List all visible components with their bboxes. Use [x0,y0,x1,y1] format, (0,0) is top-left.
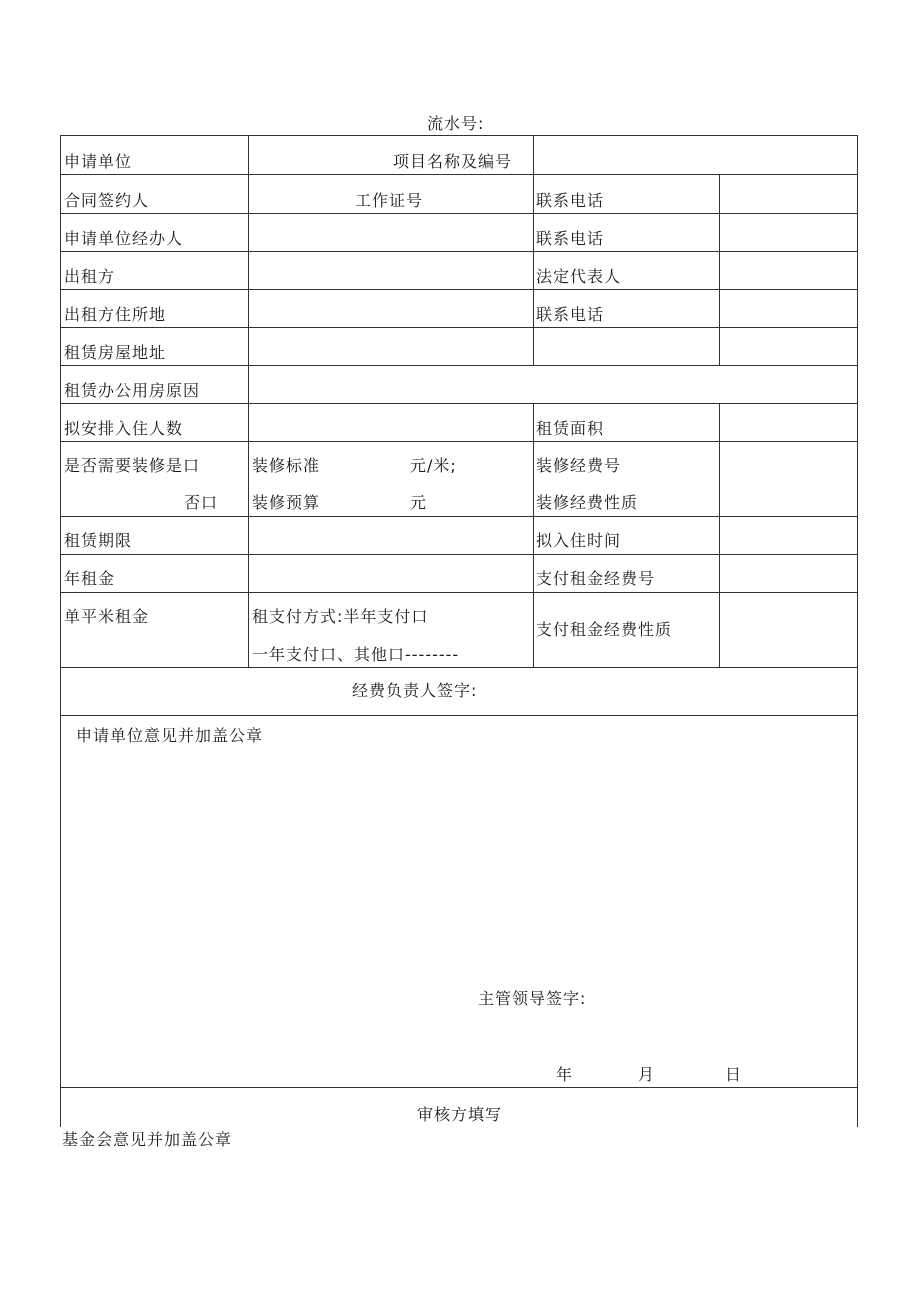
table-line [60,174,858,175]
applicant-opinion-title: 申请单位意见并加盖公章 [76,726,264,745]
rent-payment-method-option[interactable]: 一年支付口、其他口-------- [252,645,460,664]
contact-phone-label: 联系电话 [536,305,605,324]
contract-signer-label: 合同签约人 [64,191,150,210]
lease-term-label: 租赁期限 [64,531,133,550]
table-line [60,251,858,252]
lease-reason-label: 租赁办公用房原因 [64,381,201,400]
table-line [60,1087,858,1088]
table-line [60,441,858,442]
decoration-standard-label: 装修标准 [252,456,321,475]
table-line [533,403,534,667]
lessor-address-label: 出租方住所地 [64,305,167,324]
serial-number-label: 流水号: [427,114,485,133]
table-line [719,174,720,365]
foundation-opinion-label: 基金会意见并加盖公章 [62,1130,233,1149]
contact-phone-label: 联系电话 [536,191,605,210]
table-line [60,289,858,290]
move-in-time-label: 拟入住时间 [536,531,622,550]
decoration-budget-label: 装修预算 [252,493,321,512]
decoration-fund-number-label: 装修经费号 [536,456,622,475]
table-line [60,554,858,555]
yuan-per-meter-unit: 元/米; [410,456,457,475]
table-line [60,327,858,328]
fund-manager-signature-label: 经费负责人签字: [352,681,478,700]
table-line [60,135,61,1127]
table-line [719,403,720,667]
table-line [533,174,534,365]
date-year-label: 年 [556,1065,574,1084]
rent-payment-method-option[interactable]: 租支付方式:半年支付口 [252,607,429,626]
table-line [248,135,249,667]
reviewer-fill-label: 审核方填写 [417,1105,503,1124]
decoration-needed-no-checkbox[interactable]: 否口 [184,493,219,512]
leader-signature-label: 主管领导签字: [478,989,587,1008]
table-line [60,592,858,593]
table-line [60,516,858,517]
table-line [60,213,858,214]
date-month-label: 月 [638,1065,656,1084]
table-line [533,135,534,174]
decoration-fund-nature-label: 装修经费性质 [536,493,639,512]
lease-area-label: 租赁面积 [536,419,605,438]
decoration-needed-yes-checkbox[interactable]: 是否需要装修是口 [64,456,201,475]
table-line [60,667,858,668]
rent-fund-nature-label: 支付租金经费性质 [536,620,673,639]
table-line [60,403,858,404]
legal-representative-label: 法定代表人 [536,267,622,286]
applicant-handler-label: 申请单位经办人 [64,229,184,248]
planned-occupants-label: 拟安排入住人数 [64,419,184,438]
annual-rent-label: 年租金 [64,569,116,588]
lessor-label: 出租方 [64,267,116,286]
table-line [857,135,858,1127]
table-line [60,715,858,716]
table-line [60,135,858,136]
table-line [60,365,858,366]
rent-fund-number-label: 支付租金经费号 [536,569,656,588]
leased-house-address-label: 租赁房屋地址 [64,343,167,362]
work-id-number-label: 工作证号 [355,191,424,210]
date-day-label: 日 [725,1065,743,1084]
rent-per-square-meter-label: 单平米租金 [64,607,150,626]
contact-phone-label: 联系电话 [536,229,605,248]
project-name-number-label: 项目名称及编号 [393,152,513,171]
yuan-unit: 元 [410,493,428,512]
applicant-unit-label: 申请单位 [64,152,133,171]
